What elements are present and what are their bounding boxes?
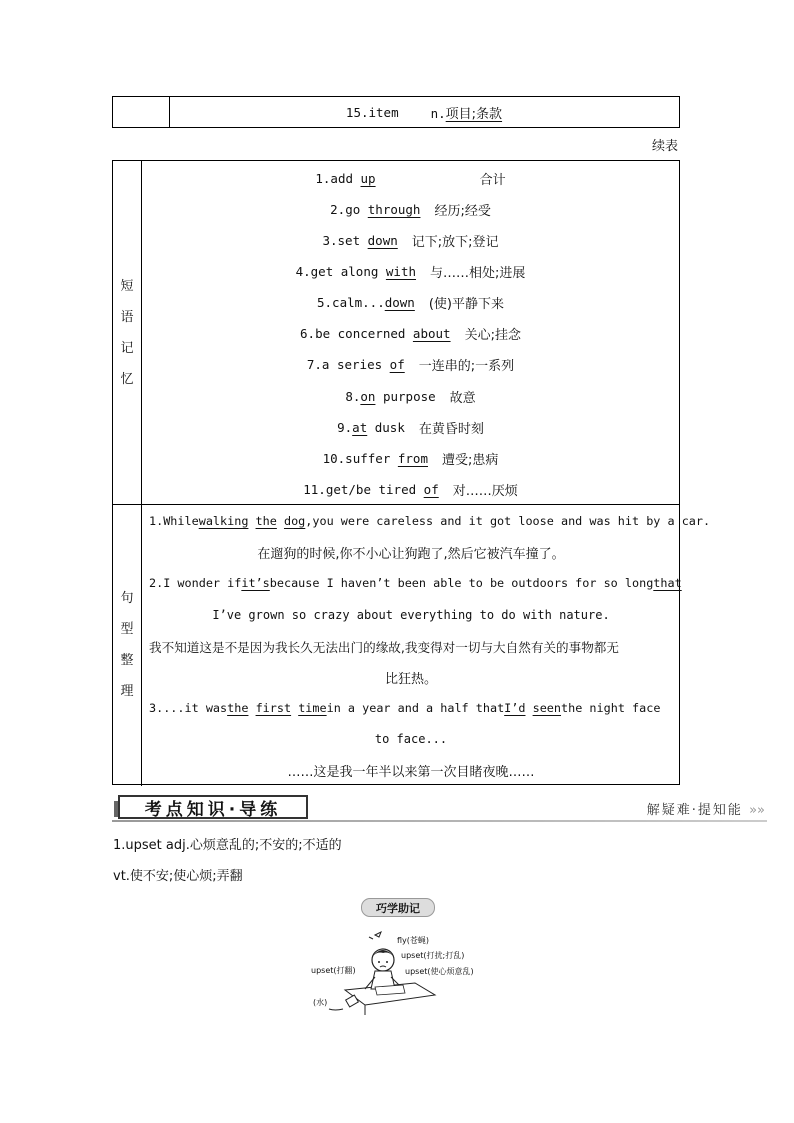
phrase-meaning: 故意 [449,390,476,406]
tip-badge: 巧学助记 [361,898,435,917]
sentence-blank: dog [283,514,306,528]
phrase-item [142,292,679,312]
phrase-blank: through [367,201,421,217]
sentence-blank: the [227,701,249,715]
sentence-1-cn: 在遛狗的时候,你不小心让狗跑了,然后它被汽车撞了。 [257,546,565,562]
sentence-blank: time [298,701,327,715]
phrase-meaning: 记下;放下;登记 [411,234,499,250]
sentence-1-en [149,511,711,531]
phrase-section-label [113,161,142,504]
phrase-blank: about [412,325,451,341]
phrase-item [142,417,679,437]
sentence-3-cn: ……这是我一年半以来第一次目睹夜晚…… [287,764,535,780]
sentence-2-cn: 我不知道这是不是因为我长久无法出门的缘故,我变得对一切与大自然有关的事物都无 [149,639,619,655]
sentence-3-en-line2: to face... [374,732,448,746]
row-divider [113,504,679,505]
phrase-meaning: 关心;挂念 [464,327,521,343]
sentence-2-en [149,573,682,593]
sentence-blank: that [653,576,682,590]
phrase-meaning: 合计 [479,172,506,188]
phrase-item [142,199,679,219]
phrase-text: 2.go [330,201,368,217]
sentence-text: 3....it was [149,701,228,715]
sentence-3-en [149,698,673,718]
phrase-text: 9. [337,419,353,435]
phrase-item [142,168,679,188]
phrase-text: 6.be concerned [300,325,413,341]
label-upset-mind: upset(使心烦意乱) [405,967,474,976]
section-subtitle-text: 解疑难·提知能 [646,803,743,818]
top-definition [431,103,502,122]
sentence-blank: first [255,701,292,715]
phrase-item [142,261,679,281]
top-table-label-cell [113,97,170,127]
label-char: 短 [120,278,134,294]
phrase-blank: at [352,419,368,435]
phrase-blank: of [423,481,439,497]
phrase-meaning: 遭受;患病 [441,452,499,468]
label-char: 句 [120,591,134,606]
phrase-text: 11.get/be tired [303,481,424,497]
phrase-item [142,448,679,468]
phrase-item [142,479,679,499]
phrase-meaning: 与……相处;进展 [430,265,526,281]
phrase-blank: up [360,170,376,186]
sentence-blank: it’s [241,576,270,590]
sentence-text: 1.While [149,514,199,528]
upset-illustration [305,925,495,1020]
sentence-text: 2.I wonder if [149,576,242,590]
phrase-text: 8. [345,388,361,404]
label-char: 忆 [120,371,134,387]
phrase-text: 4.get along [295,263,386,279]
sentence-text: in a year and a half that [326,701,505,715]
label-char: 整 [120,653,134,668]
phrase-item [142,354,679,374]
label-char: 型 [120,622,134,637]
phrase-text: 7.a series [306,356,390,372]
top-table-content [169,97,679,127]
section-subtitle [647,799,765,818]
sentence-2-en-line2: I’ve grown so crazy about everything to do with nature. [212,608,610,622]
phrase-blank: down [384,294,415,310]
phrase-blank: from [397,450,428,466]
phrase-text: 10.suffer [322,450,398,466]
section-header [112,793,767,823]
label-fly: fly(苍蝇) [397,936,430,945]
label-char: 理 [120,684,134,699]
entry-line-1: 1.upset adj.心烦意乱的;不安的;不适的 [113,838,342,853]
sentence-section-label [113,504,142,786]
phrase-item [142,323,679,343]
label-water: (水) [313,998,328,1007]
phrase-meaning: 在黄昏时刻 [418,421,484,437]
label-char: 语 [120,309,134,325]
phrase-item [142,230,679,250]
phrase-blank: down [367,232,398,248]
sentence-blank: I’d [504,701,526,715]
phrase-text: 3.set [322,232,368,248]
top-meaning: 项目;条款 [445,106,503,122]
sentence-blank: walking [198,514,249,528]
phrase-text: purpose [375,388,436,404]
label-char: 记 [120,340,134,356]
sentence-blank: seen [532,701,562,715]
phrase-text: 5.calm... [317,294,385,310]
top-pos: n. [430,105,446,121]
label-upset-disturb: upset(打扰;打乱) [401,951,465,960]
phrase-text: dusk [367,419,405,435]
sentence-blank: the [255,514,277,528]
sentence-text: ,you were careless and it got loose and was hit by a car. [305,514,711,528]
top-word: 15.item [345,104,399,120]
entry-line-2: vt.使不安;使心烦;弄翻 [113,869,243,884]
sentence-2-cn-line2: 比狂热。 [384,671,437,687]
phrase-meaning: (使)平静下来 [428,296,504,312]
phrase-meaning: 一连串的;一系列 [418,358,515,374]
phrase-meaning: 经历;经受 [434,203,491,219]
sentence-text: the night face [561,701,661,715]
phrase-item [142,386,679,406]
sentence-text: because I haven’t been able to be outdoors for so long [269,576,654,590]
phrase-blank: on [360,388,376,404]
label-upset-knock: upset(打翻) [311,966,356,975]
phrase-text: 1.add [315,170,361,186]
phrase-blank: of [389,356,405,372]
chevrons-icon: »» [749,803,765,818]
phrase-blank: with [385,263,417,279]
main-table [112,160,711,785]
continue-label: 续表 [652,139,679,154]
phrase-meaning: 对……厌烦 [452,483,518,499]
top-table [112,96,680,128]
section-divider [112,820,767,822]
section-title: 考点知识·导练 [118,795,308,819]
